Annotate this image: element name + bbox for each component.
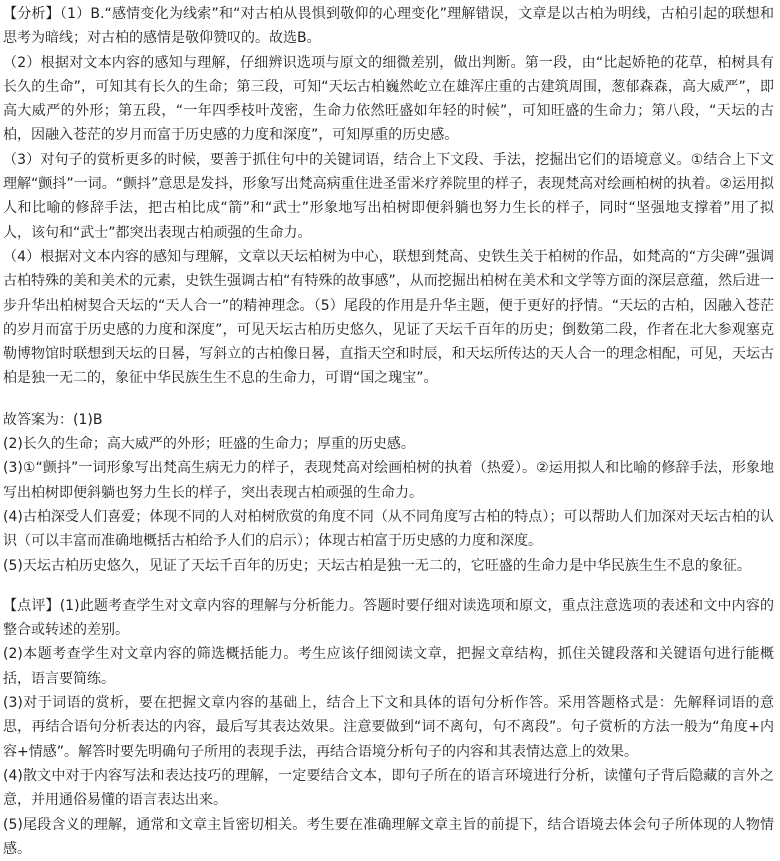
answer-line-4: (4)古柏深受人们喜爱；体现不同的人对柏树欣赏的角度不同（从不同角度写古柏的特点）；可以帮助人们加深对天坛古柏的认识（可以丰富而准确地概括古柏给予人们的启示）；体现古柏富于历史感的力度和深度。 (3, 505, 774, 554)
analysis-paragraph-2: （2）根据对文本内容的感知与理解，仔细辨识选项与原文的细微差别，做出判断。第一段，由“比起娇艳的花草，柏树具有长久的生命”，可知其有长久的生命；第三段，可知“天坛古柏巍然屹立在雄浑庄重的古建筑周围，葱郁森森，高大威严”，即高大威严的外形；第五段，“一年四季枝叶茂密，生命力依然旺盛如年轻的时候”，可知旺盛的生命力；第八段，“天坛的古柏，因融入苍茫的岁月而富于历史感的力度和深度”，可知厚重的历史感。 (3, 51, 774, 148)
analysis-paragraph-3: （3）对句子的赏析更多的时候，要善于抓住句中的关键词语，结合上下文段、手法，挖掘出它们的语境意义。①结合上下文理解“颤抖”一词。“颤抖”意思是发抖，形象写出梵高病重住进圣雷米疗养院里的样子，表现梵高对绘画柏树的执着。②运用拟人和比喻的修辞手法，把古柏比成“箭”和“武士”形象地写出柏树即便斜躺也努力生长的样子，同时“坚强地支撑着”用了拟人，该句和“武士”都突出表现古柏顽强的生命力。 (3, 148, 774, 245)
analysis-paragraph-1-text: （1）B.“感情变化为线索”和“对古柏从畏惧到敬仰的心理变化”理解错误，文章是以古柏为明线，古柏引起的联想和思考为暗线；对古柏的感情是敬仰赞叹的。故选B。 (3, 6, 774, 46)
answer-section (3, 408, 774, 578)
analysis-label: 【分析】 (3, 6, 60, 22)
comment-label: 【点评】 (3, 598, 60, 614)
comment-line-2: (2)本题考查学生对文章内容的筛选概括能力。考生应该仔细阅读文章，把握文章结构，抓住关键段落和关键语句进行能概括，语言要简练。 (3, 642, 774, 691)
comment-line-1 (3, 594, 774, 643)
analysis-paragraph-1 (3, 2, 774, 51)
answer-first: (1)B (73, 412, 102, 428)
analysis-section (3, 2, 774, 391)
answer-line-5: (5)天坛古柏历史悠久，见证了天坛千百年的历史；天坛古柏是独一无二的，它旺盛的生命力是中华民族生生不息的象征。 (3, 554, 774, 578)
comment-first: (1)此题考查学生对文章内容的理解与分析能力。答题时要仔细对读选项和原文，重点注意选项的表述和文中内容的整合或转述的差别。 (3, 598, 774, 638)
answer-line-3: (3)①“颤抖”一词形象写出梵高生病无力的样子，表现梵高对绘画柏树的执着（热爱）。②运用拟人和比喻的修辞手法，形象地写出柏树即便斜躺也努力生长的样子，突出表现古柏顽强的生命力。 (3, 456, 774, 505)
analysis-paragraph-4: （4）根据对文本内容的感知与理解，文章以天坛柏树为中心，联想到梵高、史铁生关于柏树的作品，如梵高的“方尖碑”强调古柏特殊的美和美术的元素，史铁生强调古柏“有特殊的故事感”，从而挖掘出柏树在美术和文学等方面的深层意蕴，然后进一步升华出柏树契合天坛的“天人合一”的精神理念。（5）尾段的作用是升华主题，便于更好的抒情。“天坛的古柏，因融入苍茫的岁月而富于历史感的力度和深度”，可见天坛古柏历史悠久，见证了天坛千百年的历史；倒数第二段，作者在北大参观塞克勒博物馆时联想到天坛的日晷，写斜立的古柏像日晷，直指天空和时辰，和天坛所传达的天人合一的理念相配，可见，天坛古柏是独一无二的，象征中华民族生生不息的生命力，可谓“国之瑰宝”。 (3, 245, 774, 391)
answer-label: 故答案为： (3, 412, 73, 428)
comment-line-4: (4)散文中对于内容写法和表达技巧的理解，一定要结合文本，即句子所在的语言环境进行分析，读懂句子背后隐藏的言外之意，并用通俗易懂的语言表达出来。 (3, 764, 774, 813)
comment-section (3, 594, 774, 861)
comment-line-5: (5)尾段含义的理解，通常和文章主旨密切相关。考生要在准确理解文章主旨的前提下，结合语境去体会句子所体现的人物情感。 (3, 813, 774, 861)
answer-line-1 (3, 408, 774, 432)
answer-line-2: (2)长久的生命；高大威严的外形；旺盛的生命力；厚重的历史感。 (3, 432, 774, 456)
comment-line-3: (3)对于词语的赏析，要在把握文章内容的基础上，结合上下文和具体的语句分析作答。采用答题格式是：先解释词语的意思，再结合语句分析表达的内容，最后写其表达效果。注意要做到“词不离句，句不离段”。句子赏析的方法一般为“角度+内容+情感”。解答时要先明确句子所用的表现手法，再结合语境分析句子的内容和其表情达意上的效果。 (3, 691, 774, 764)
